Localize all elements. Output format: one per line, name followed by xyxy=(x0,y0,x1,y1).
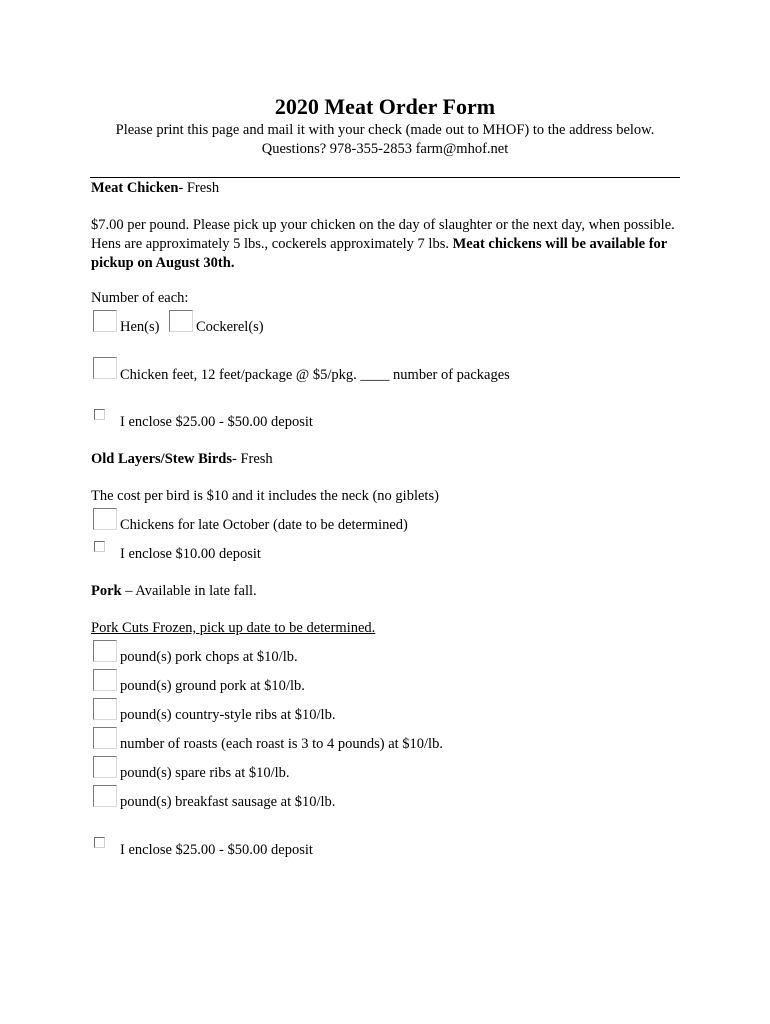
stew-deposit-checkbox[interactable] xyxy=(94,541,105,552)
pork-item-label: pound(s) spare ribs at $10/lb. xyxy=(120,765,290,781)
old-layers-title: Old Layers/Stew Birds xyxy=(91,451,232,467)
pork-heading xyxy=(91,583,257,600)
pork-item-label: pound(s) ground pork at $10/lb. xyxy=(120,678,305,694)
country-ribs-quantity-field[interactable] xyxy=(93,698,117,720)
old-layers-heading xyxy=(91,451,273,468)
spare-ribs-quantity-field[interactable] xyxy=(93,756,117,778)
chicken-feet-label: Chicken feet, 12 feet/package @ $5/pkg. ____ number of packages xyxy=(120,367,510,383)
hens-label: Hen(s) xyxy=(120,319,160,335)
roasts-quantity-field[interactable] xyxy=(93,727,117,749)
pork-title: Pork xyxy=(91,583,122,599)
pork-suffix: – Available in late fall. xyxy=(121,583,257,599)
old-layers-suffix: - Fresh xyxy=(231,451,273,467)
meat-chicken-pickup-note: Meat chickens will be available for pickup on August 30th. xyxy=(91,236,667,271)
ground-pork-quantity-field[interactable] xyxy=(93,669,117,691)
hens-quantity-field[interactable] xyxy=(93,310,117,332)
intro-line-1: Please print this page and mail it with your check (made out to MHOF) to the address below. xyxy=(115,122,655,138)
stew-chickens-label: Chickens for late October (date to be determined) xyxy=(120,517,408,533)
chicken-feet-quantity-field[interactable] xyxy=(93,357,117,379)
divider xyxy=(90,177,680,178)
pork-chops-quantity-field[interactable] xyxy=(93,640,117,662)
number-of-each-label: Number of each: xyxy=(91,290,189,306)
pork-item-label: pound(s) pork chops at $10/lb. xyxy=(120,649,298,665)
stew-chickens-quantity-field[interactable] xyxy=(93,508,117,530)
pork-item-label: pound(s) country-style ribs at $10/lb. xyxy=(120,707,336,723)
cockerels-label: Cockerel(s) xyxy=(196,319,264,335)
cockerels-quantity-field[interactable] xyxy=(169,310,193,332)
chicken-deposit-checkbox[interactable] xyxy=(94,409,105,420)
chicken-deposit-label: I enclose $25.00 - $50.00 deposit xyxy=(120,414,313,430)
page-title: 2020 Meat Order Form xyxy=(274,94,496,119)
meat-chicken-desc-text: $7.00 per pound. Please pick up your chicken on the day of slaughter or the next day, when possible. Hens are approximately 5 lbs., cockerels approximately 7 lbs. xyxy=(91,217,675,252)
pork-deposit-label: I enclose $25.00 - $50.00 deposit xyxy=(120,842,313,858)
stew-deposit-label: I enclose $10.00 deposit xyxy=(120,546,261,562)
pork-cuts-heading: Pork Cuts Frozen, pick up date to be determined. xyxy=(91,620,376,636)
pork-item-label: pound(s) breakfast sausage at $10/lb. xyxy=(120,794,336,810)
breakfast-sausage-quantity-field[interactable] xyxy=(93,785,117,807)
old-layers-description: The cost per bird is $10 and it includes the neck (no giblets) xyxy=(91,488,439,504)
meat-chicken-heading xyxy=(91,180,219,197)
meat-chicken-title: Meat Chicken xyxy=(91,180,179,196)
meat-chicken-description xyxy=(91,216,676,273)
pork-item-label: number of roasts (each roast is 3 to 4 pounds) at $10/lb. xyxy=(120,736,443,752)
intro-line-2: Questions? 978-355-2853 farm@mhof.net xyxy=(261,141,509,157)
meat-chicken-suffix: - Fresh xyxy=(178,180,220,196)
pork-deposit-checkbox[interactable] xyxy=(94,837,105,848)
